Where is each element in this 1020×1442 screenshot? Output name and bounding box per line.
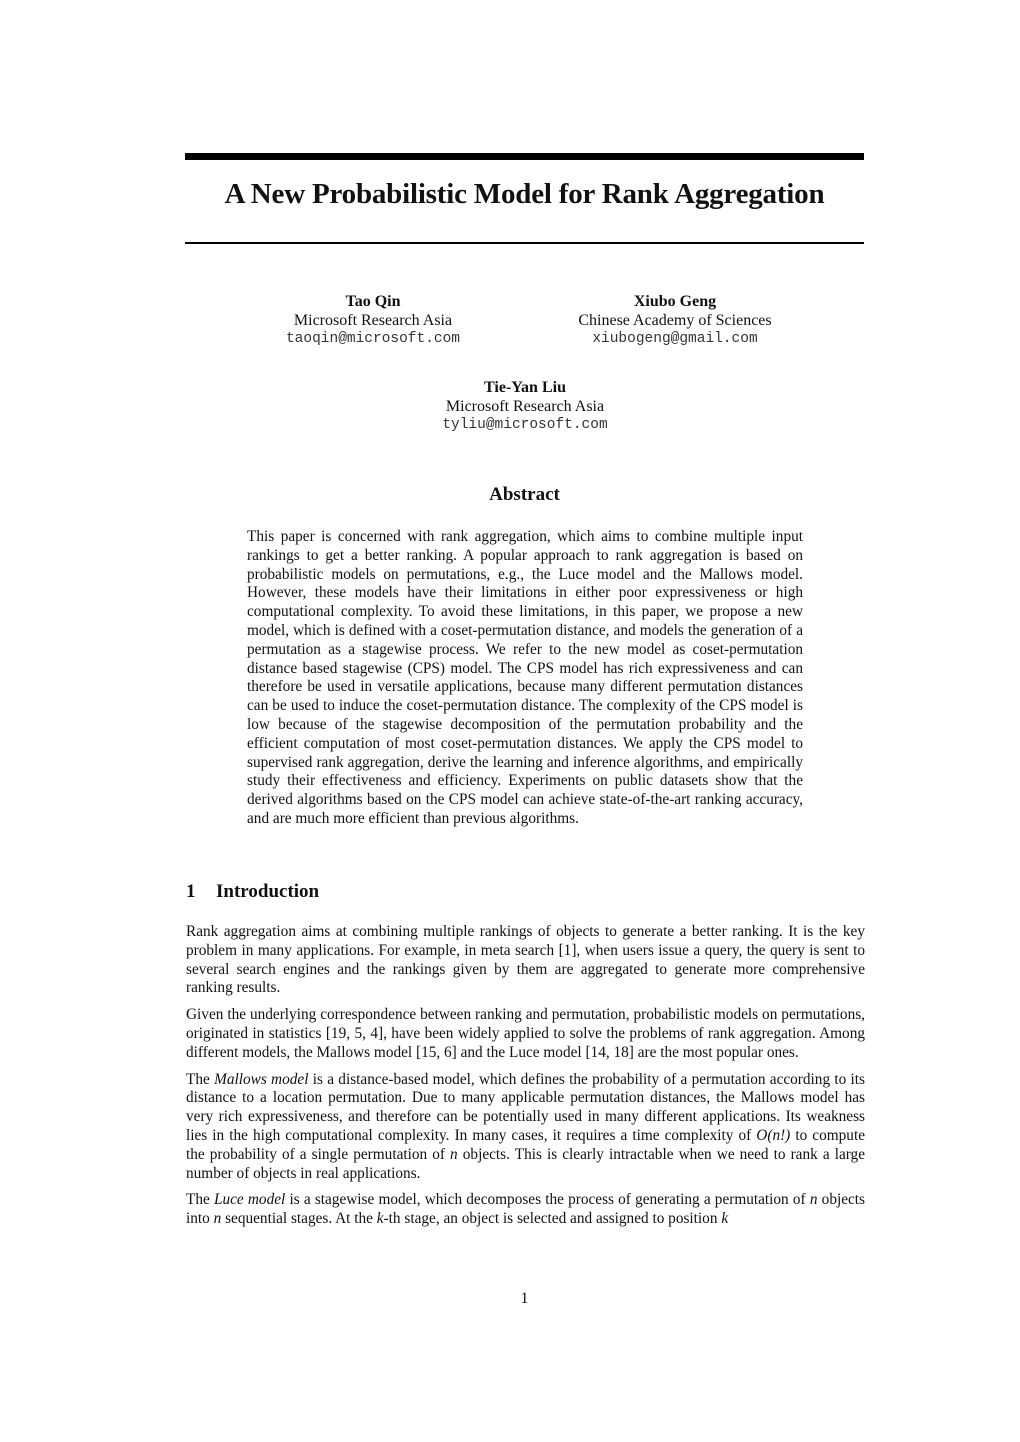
section-number: 1	[186, 881, 196, 902]
abstract-text: This paper is concerned with rank aggregation, which aims to combine multiple input rankings to get a better ranking. A popular approach to rank aggregation is based on probabilistic models on permutations, e.g., the Luce model and the Mallows model. However, these models have their limitations in either poor expressiveness or high computational complexity. To avoid these limitations, in this paper, we propose a new model, which is defined with a coset-permutation distance, and models the generation of a permutation as a stagewise process. We refer to the new model as coset-permutation distance based stagewise (CPS) model. The CPS model has rich expressiveness and can therefore be used in versatile applications, because many different permutation distances can be used to induce the coset-permutation distance. The complexity of the CPS model is low because of the stagewise decomposition of the permutation probability and the efficient computation of most coset-permutation distances. We apply the CPS model to supervised rank aggregation, derive the learning and inference algorithms, and empirically study their effectiveness and efficiency. Experiments on public datasets show that the derived algorithms based on the CPS model can achieve state-of-the-art ranking accuracy, and are much more efficient than previous algorithms.	[247, 528, 803, 827]
math-inline: k	[376, 1210, 384, 1228]
paper-title: A New Probabilistic Model for Rank Aggregation	[224, 178, 825, 210]
paragraph: Rank aggregation aims at combining multiple rankings of objects to generate a better ranking. It is the key problem in many applications. For example, in meta search [1], when users issue a query, the query is sent to several search engines and the rankings given by them are aggregated to generate more comprehensive ranking results.	[186, 923, 865, 997]
emphasis: Luce model	[213, 1191, 286, 1209]
paragraph: Given the underlying correspondence between ranking and permutation, probabilistic models on permutations, originated in statistics [19, 5, 4], have been widely applied to solve the problems of rank aggregation. Among different models, the Mallows model [15, 6] and the Luce model [14, 18] are the most popular ones.	[186, 1006, 865, 1061]
author-affiliation: Microsoft Research Asia	[445, 398, 605, 415]
section-heading	[186, 881, 319, 903]
math-inline: k	[721, 1210, 729, 1228]
author-email[interactable]: tyliu@microsoft.com	[442, 417, 608, 433]
page-number: 1	[520, 1290, 529, 1307]
author-name: Tao Qin	[345, 293, 401, 310]
author-email[interactable]: taoqin@microsoft.com	[285, 331, 461, 347]
math-inline: n	[213, 1210, 222, 1228]
section-title: Introduction	[216, 881, 320, 902]
author-affiliation: Microsoft Research Asia	[293, 312, 453, 329]
math-inline: O(n!)	[756, 1126, 791, 1144]
title-top-rule	[185, 153, 864, 160]
math-inline: n	[450, 1145, 458, 1163]
author-block	[400, 378, 650, 435]
emphasis: Mallows model	[214, 1070, 309, 1088]
author-block	[248, 292, 498, 349]
author-name: Tie-Yan Liu	[484, 379, 566, 396]
title-bottom-rule	[185, 242, 864, 244]
abstract-heading: Abstract	[489, 484, 560, 505]
paragraph: The Mallows model is a distance-based model, which defines the probability of a permutation according to its distance to a location permutation. Due to many applicable permutation distances, the Mallows model has very rich expressiveness, and therefore can be potentially used in many different applications. Its weakness lies in the high computational complexity. In many cases, it requires a time complexity of O(n!) to compute the probability of a single permutation of n objects. This is clearly intractable when we need to rank a large number of objects in real applications.	[186, 1070, 866, 1182]
math-inline: n	[809, 1191, 818, 1209]
author-affiliation: Chinese Academy of Sciences	[578, 312, 772, 329]
author-email[interactable]: xiubogeng@gmail.com	[592, 331, 758, 347]
body-text	[186, 923, 865, 1237]
author-block	[550, 292, 800, 349]
paragraph: The Luce model is a stagewise model, which decomposes the process of generating a permutation of n objects into n sequential stages. At the k-th stage, an object is selected and assigned to position k	[186, 1191, 865, 1228]
author-name: Xiubo Geng	[633, 293, 717, 310]
